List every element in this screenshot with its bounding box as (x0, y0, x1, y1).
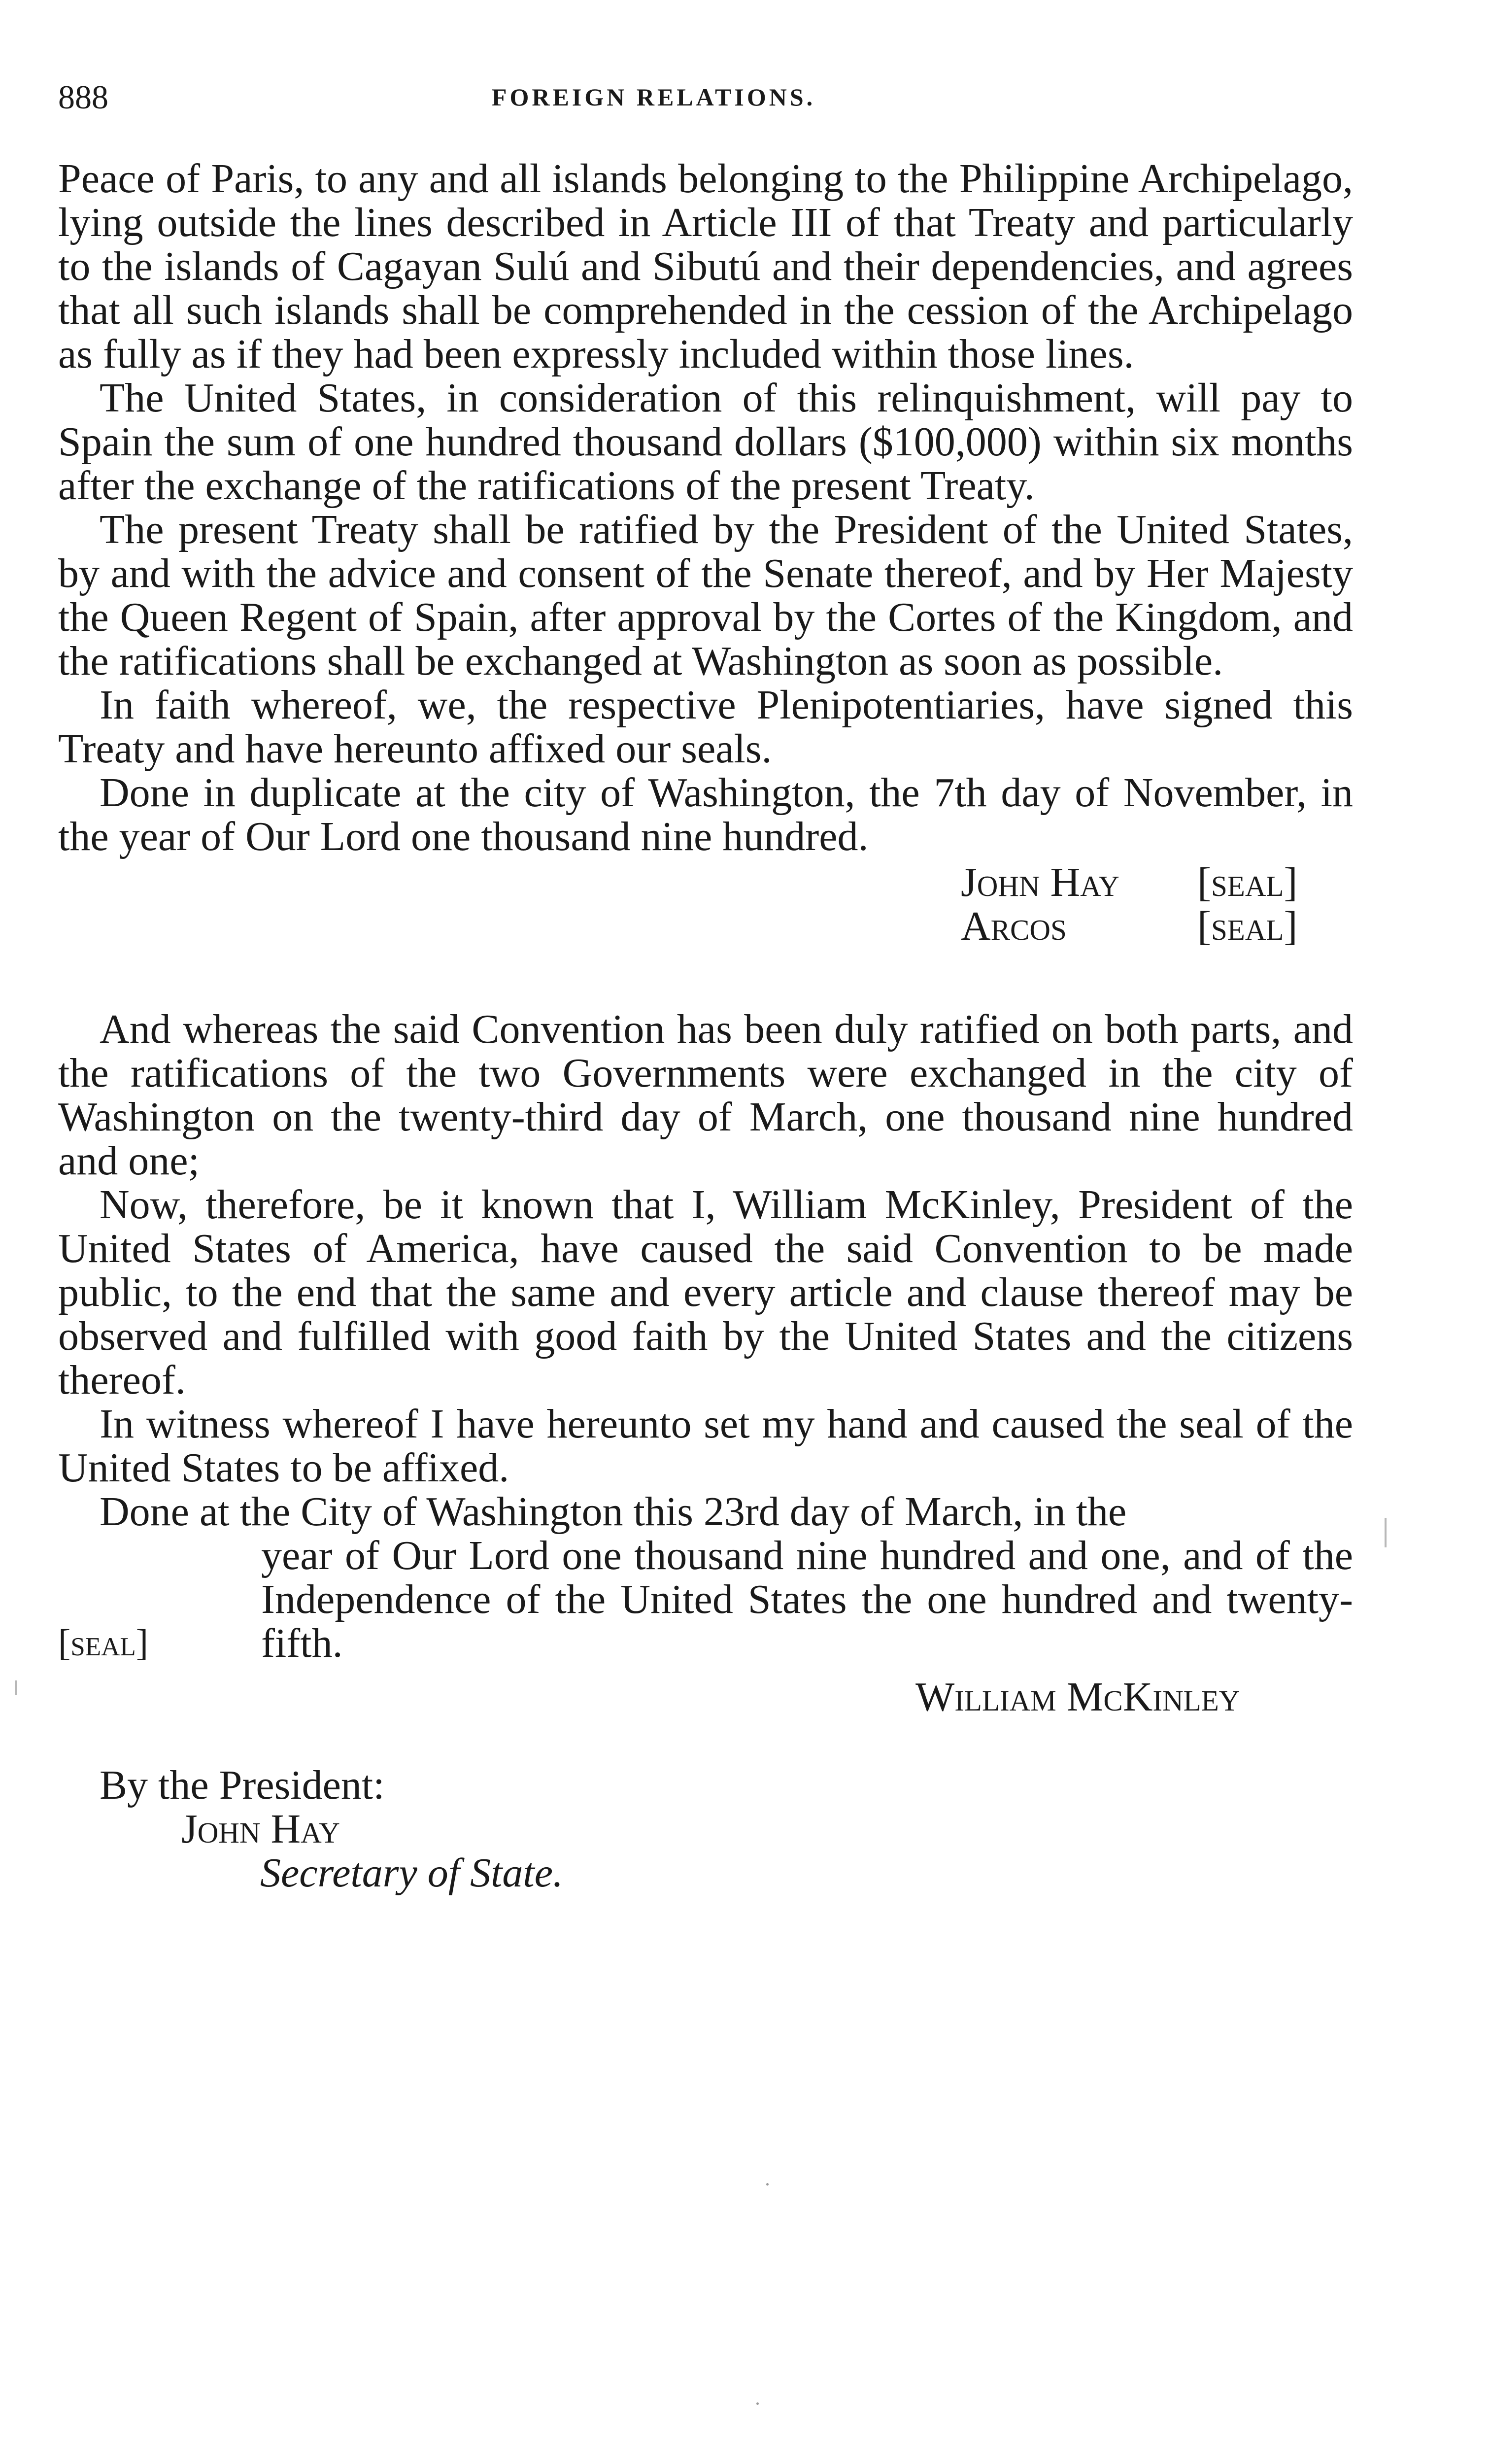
scan-edge-mark (1385, 1518, 1387, 1547)
scan-edge-mark (15, 1680, 17, 1695)
treaty-paragraph-payment: The United States, in consideration of this relinquishment, will pay to Spain the sum of one hundred thousand dollars ($100,000) within six months after the exchange of the ratifications of the present Treaty. (58, 375, 1353, 509)
treaty-paragraph-continuation: Peace of Paris, to any and all islands belonging to the Philippine Archipelago, lying outside the lines described in Article III of that Treaty and particularly to the islands of Cagayan Sulú and Sibutú and their dependencies, and agrees that all such islands shall be comprehended in the cession of the Archipelago as fully as if they had been expressly included within those lines. (58, 156, 1353, 377)
signatory-name: John Hay (961, 859, 1119, 905)
running-header (58, 69, 1353, 118)
attestation-name: John Hay (181, 1806, 340, 1852)
seal-mark: [seal] (1197, 903, 1298, 949)
attestation-title: Secretary of State. (260, 1850, 564, 1896)
document-body (58, 157, 1353, 1895)
treaty-signatures (961, 860, 1353, 948)
seal-mark: [seal] (1197, 859, 1298, 905)
attestation-by: By the President: (100, 1762, 385, 1808)
proclamation-witness: In witness whereof I have hereunto set my hand and caused the seal of the United States to be affixed. (58, 1401, 1353, 1491)
signature-row (961, 860, 1353, 904)
signatory-name: Arcos (961, 903, 1067, 949)
scan-speck (756, 2402, 759, 2405)
section-gap (58, 948, 1353, 1007)
dated-first-line: Done at the City of Washington this 23rd day of March, in the (100, 1489, 1127, 1535)
seal-mark: [seal] (58, 1622, 149, 1664)
scan-speck (766, 2183, 769, 2186)
dated-seal-block (58, 1534, 1353, 1665)
proclamation-whereas: And whereas the said Convention has been duly ratified on both parts, and the ratifications of the two Governments were exchanged in the city of Washington on the twenty-third day of March, one thousand nine hundred and one; (58, 1006, 1353, 1184)
dated-continuation: year of Our Lord one thousand nine hundred and one, and of the Independence of the United States the one hundred and twenty-fifth. (261, 1533, 1353, 1666)
treaty-paragraph-done: Done in duplicate at the city of Washington, the 7th day of November, in the year of Our Lord one thousand nine hundred. (58, 770, 1353, 859)
document-page (58, 69, 1353, 1895)
page-number: 888 (58, 78, 108, 116)
treaty-paragraph-faith: In faith whereof, we, the respective Plenipotentiaries, have signed this Treaty and have hereunto affixed our seals. (58, 682, 1353, 772)
president-signature: William McKinley (915, 1674, 1240, 1720)
signature-row (961, 904, 1353, 948)
treaty-paragraph-ratification: The present Treaty shall be ratified by the President of the United States, by and with the advice and consent of the Senate thereof, and by Her Majesty the Queen Regent of Spain, after approval by the Cortes of the Kingdom, and the ratifications shall be exchanged at Washington as soon as possible. (58, 507, 1353, 684)
running-title: FOREIGN RELATIONS. (492, 83, 816, 111)
proclamation-now-therefore: Now, therefore, be it known that I, William McKinley, President of the United States of America, have caused the said Convention to be made public, to the end that the same and every article and clause thereof may be observed and fulfilled with good faith by the United States and the citizens thereof. (58, 1182, 1353, 1403)
